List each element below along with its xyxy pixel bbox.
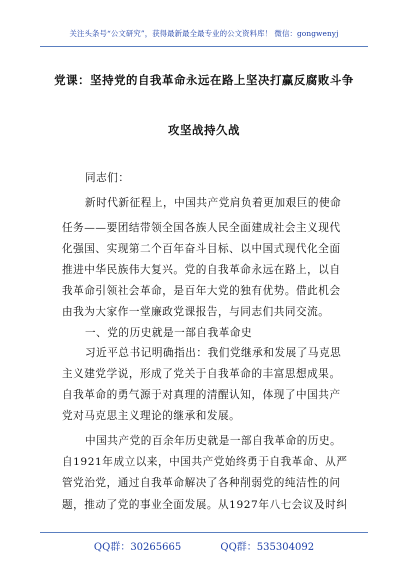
body-line: 中国共产党的百余年历史就是一部自我革命的历史。	[85, 435, 342, 447]
body-line: 新时代新征程上，中国共产党肩负着更加艰巨的使命	[85, 197, 342, 209]
document-title-line-1: 党课：坚持党的自我革命永远在路上坚决打赢反腐败斗争	[54, 73, 354, 87]
body-line: 习近平总书记明确指出：我们党继承和发展了马克思	[85, 347, 342, 359]
footer-qq-group-1: QQ群：30265665	[93, 542, 182, 553]
salutation: 同志们：	[85, 172, 130, 184]
header-promo-text: 关注头条号“公文研究”，获得最新最全最专业的公文资料库！ 微信：gongwenyj	[69, 29, 339, 38]
body-line: 管党治党，通过自我革命解决了各种削弱党的纯洁性的问	[62, 477, 341, 489]
body-line: 化强国、实现第二个百年奋斗目标、以中国式现代化全面	[62, 243, 341, 255]
body-line: 推进中华民族伟大复兴。党的自我革命永远在路上，以自	[62, 264, 341, 276]
footer-divider	[40, 532, 368, 533]
body-line: 任务——要团结带领全国各族人民全面建成社会主义现代	[62, 222, 341, 234]
body-line: 题，推动了党的事业全面发展。从1927年八七会议及时纠	[62, 499, 348, 511]
body-line: 党对马克思主义理论的继承和发展。	[62, 410, 241, 422]
document-title-line-2: 攻坚战持久战	[168, 123, 240, 137]
body-line: 由我为大家作一堂廉政党课报告，与同志们共同交流。	[62, 306, 330, 318]
footer-qq-group-2: QQ群：535304092	[220, 542, 315, 553]
body-line: 自我革命的勇气源于对真理的清醒认知，体现了中国共产	[62, 389, 341, 401]
body-line: 自1921年成立以来，中国共产党始终勇于自我革命、从严	[62, 456, 348, 468]
section-heading: 一、党的历史就是一部自我革命史	[85, 327, 253, 339]
page-header	[40, 22, 368, 47]
page-footer	[0, 538, 408, 553]
body-line: 主义建党学说，形成了党关于自我革命的丰富思想成果。	[62, 368, 341, 380]
body-line: 我革命引领社会革命，是百年大党的独有优势。借此机会	[62, 285, 341, 297]
